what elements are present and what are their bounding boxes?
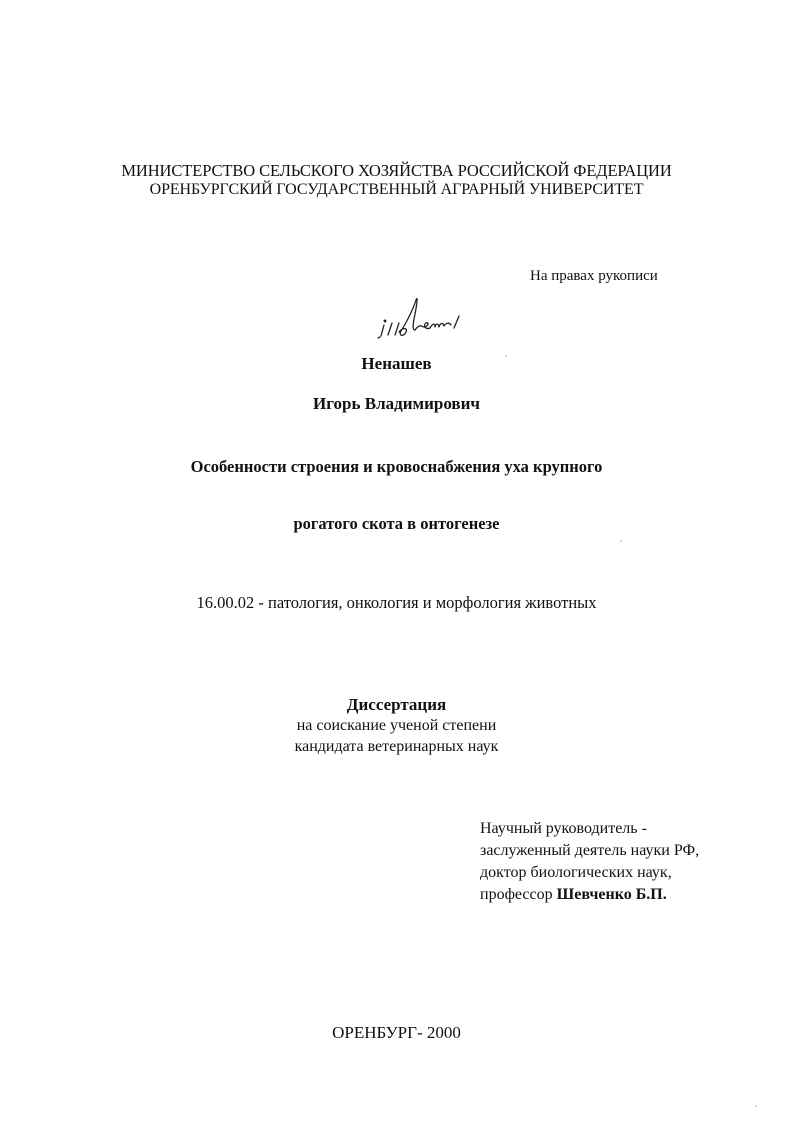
scan-speck — [620, 540, 622, 542]
handwritten-signature — [375, 292, 495, 347]
thesis-title-line-1: Особенности строения и кровоснабжения уха крупного — [190, 457, 603, 476]
city-year: ОРЕНБУРГ- 2000 — [332, 1023, 461, 1042]
specialty-code: 16.00.02 - патология, онкология и морфология животных — [196, 593, 597, 612]
supervisor-title: профессор — [480, 886, 557, 903]
supervisor-line-1: Научный руководитель - — [480, 820, 647, 837]
supervisor-line-2: заслуженный деятель науки РФ, — [480, 842, 700, 859]
rights-note: На правах рукописи — [530, 268, 658, 284]
supervisor-block — [480, 818, 699, 906]
degree-line-2: кандидата ветеринарных наук — [294, 738, 499, 755]
scan-speck — [505, 355, 507, 357]
thesis-title-line-2: рогатого скота в онтогенезе — [293, 514, 500, 533]
university-heading: ОРЕНБУРГСКИЙ ГОСУДАРСТВЕННЫЙ АГРАРНЫЙ УНИВЕРСИТЕТ — [149, 181, 644, 198]
author-surname: Ненашев — [361, 354, 432, 373]
degree-line-1: на соискание ученой степени — [296, 717, 497, 734]
author-name: Игорь Владимирович — [313, 394, 480, 413]
supervisor-name: Шевченко Б.П. — [556, 886, 667, 903]
scan-speck — [755, 1105, 757, 1107]
supervisor-line-3: доктор биологических наук, — [480, 864, 672, 881]
ministry-heading: МИНИСТЕРСТВО СЕЛЬСКОГО ХОЗЯЙСТВА РОССИЙСКОЙ ФЕДЕРАЦИИ — [121, 161, 672, 180]
supervisor-line-4 — [480, 884, 699, 906]
dissertation-heading: Диссертация — [346, 695, 447, 714]
